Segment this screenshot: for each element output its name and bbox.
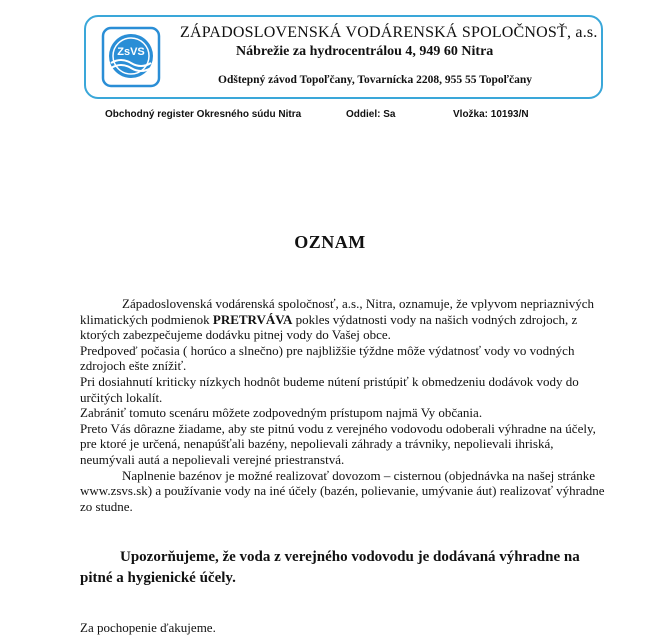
company-address: Nábrežie za hydrocentrálou 4, 949 60 Nitra [236, 44, 494, 59]
paragraph-forecast: Predpoveď počasia ( horúco a slnečno) pre najbližšie týždne môže výdatnosť vody vo vodných zdrojoch ešte znížiť. [80, 342, 575, 374]
logo-text: ZsVS [117, 46, 145, 58]
announcement-start: Západoslovenská vodárenská spoločnosť, a.s., Nitra, oznamuje, že vplyvom nepriaznivých klimatických podmienok [80, 296, 594, 327]
paragraph-pools: Naplnenie bazénov je možné realizovať dovozom – cisternou (objednávka na našej stránke www.zsvs.sk) a používanie vody na iné účely (bazén, polievanie, umývanie áut) realizovať výhradne zo studne. [80, 467, 605, 514]
notice-title: OZNAM [294, 232, 366, 252]
announcement-emphasis: PRETRVÁVA [212, 311, 293, 327]
warning-line: Upozorňujeme, že voda z verejného vodovodu je dodávaná výhradne na pitné a hygienické účely. [80, 549, 580, 586]
notice-body [80, 296, 605, 514]
paragraph-restriction: Pri dosiahnutí kriticky nízkych hodnôt budeme nútení pristúpiť k obmedzeniu dodávok vody do určitých lokalít. [80, 373, 579, 405]
registry-court: Obchodný register Okresného súdu Nitra [105, 109, 302, 120]
announcement-end: pokles výdatnosti vody na našich vodných zdrojoch, z ktorých zabezpečujeme dodávku pitnej vody do Vašej obce. [80, 311, 578, 343]
registry-insert: Vložka: 10193/N [453, 109, 529, 120]
letterhead [84, 15, 603, 99]
paragraph-announcement [80, 296, 605, 343]
registry-section: Oddiel: Sa [346, 109, 396, 120]
closing-text: Za pochopenie ďakujeme. [80, 620, 216, 635]
company-name: ZÁPADOSLOVENSKÁ VODÁRENSKÁ SPOLOČNOSŤ, a.s. [180, 24, 598, 41]
zsvs-logo [100, 25, 162, 89]
branch-address: Odštepný závod Topoľčany, Tovarnícka 2208, 955 55 Topoľčany [218, 74, 533, 86]
paragraph-citizens: Zabrániť tomuto scenáru môžete zodpovedným prístupom najmä Vy občania. [80, 405, 483, 421]
paragraph-request: Preto Vás dôrazne žiadame, aby ste pitnú vodu z verejného vodovodu odoberali výhradne na účely, pre ktoré je určená, nenapúšťali bazény, nepolievali záhrady a trávniky, nepolievali ihriská, neumývali autá a nepolievali verejné priestranstvá. [80, 420, 596, 467]
warning-text [80, 547, 610, 589]
